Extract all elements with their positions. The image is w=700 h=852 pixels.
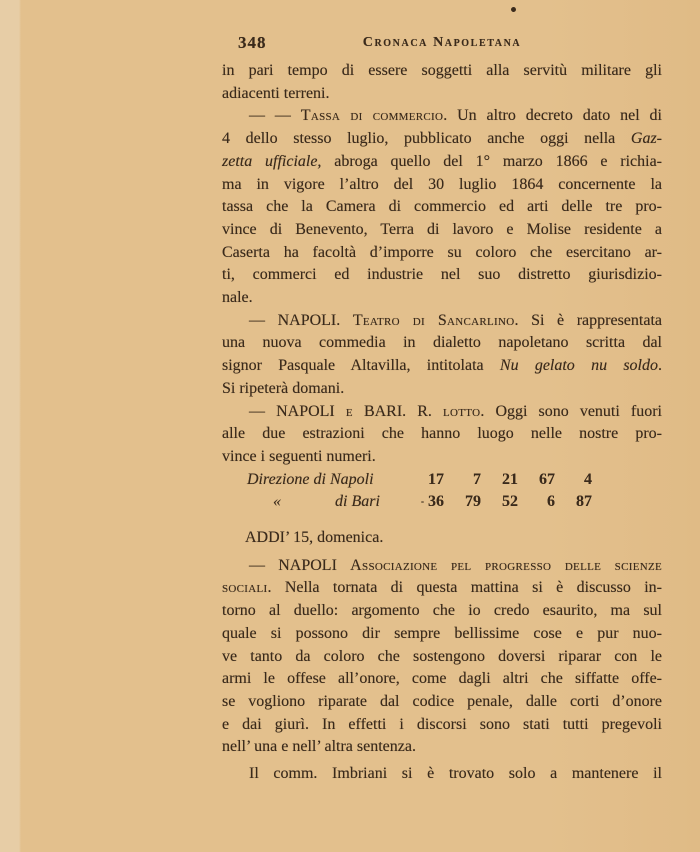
text-segment: — NAPOLI.: [249, 311, 353, 329]
paragraph-line: [222, 555, 662, 578]
lottery-label: Direzione di Napoli: [247, 470, 374, 488]
text-segment: Gaz-: [630, 130, 662, 148]
paragraph-line: torno al duello: argomento che io credo esaurito, ma sul: [222, 602, 662, 620]
paragraph-line: Caserta ha facoltà d’imporre su coloro che esercitano ar-: [222, 243, 662, 261]
lottery-number: 79: [465, 493, 481, 511]
paragraph-line: [222, 128, 662, 151]
paragraph-line: armi le offese all’onore, come dagli altri che siffatte offe-: [222, 670, 662, 688]
text-segment: e: [345, 402, 353, 420]
paragraph-line: vince i seguenti numeri.: [222, 447, 376, 465]
paragraph-line: ma in vigore l’altro del 30 luglio 1864 concernente la: [222, 175, 662, 193]
text-segment: Nu gelato nu soldo: [499, 357, 658, 375]
paragraph-line: ve tanto da coloro che sostengono doversi riparar con le: [222, 647, 662, 665]
paragraph-line: [222, 355, 662, 378]
running-title: Cronaca Napoletana: [362, 35, 522, 50]
body-text: [222, 60, 662, 786]
text-segment: Teatro di Sancarlino: [352, 311, 515, 329]
text-segment: — NAPOLI: [249, 402, 346, 420]
lottery-number: 52: [502, 493, 518, 511]
lottery-number: 17: [428, 470, 444, 488]
text-segment: . Oggi sono venuti fuori: [480, 402, 662, 420]
lottery-label: [247, 491, 407, 514]
lottery-number: 7: [473, 470, 481, 488]
paragraph-line: [222, 401, 662, 424]
text-segment: zetta ufficiale,: [222, 152, 322, 170]
paragraph-line: quale si possono dir sempre bellissime cose e pur nuo-: [222, 624, 662, 642]
ink-speck: [510, 6, 516, 12]
paragraph-line: [222, 577, 662, 600]
text-segment: — —: [249, 107, 301, 125]
paragraph-line: una nuova commedia in dialetto napoletano scritta dal: [222, 334, 662, 352]
paragraph-line: Si ripeterà domani.: [222, 379, 345, 397]
paragraph-line: [222, 151, 662, 174]
paragraph-line: [222, 310, 662, 333]
ditto-mark: «: [273, 493, 281, 511]
text-segment: sociali: [222, 579, 268, 597]
text-segment: Associazione pel progresso delle scienze: [350, 556, 663, 574]
lottery-number: 67: [539, 470, 555, 488]
text-segment: Tassa di commercio: [300, 107, 444, 125]
paragraph-line: e dai giurì. In effetti i discorsi sono stati tutti pregevoli: [222, 715, 662, 733]
paragraph-line: [222, 105, 662, 128]
text-segment: . Un altro decreto dato nel di: [443, 107, 662, 125]
lottery-number: 6: [547, 493, 555, 511]
lottery-number: 4: [584, 470, 592, 488]
text-segment: — NAPOLI: [249, 556, 351, 574]
lottery-number: 21: [502, 470, 518, 488]
paragraph-line: nale.: [222, 289, 253, 307]
paragraph-line: tassa che la Camera di commercio ed arti delle tre pro-: [222, 198, 662, 216]
page-number: 348: [238, 33, 267, 52]
text-segment: abroga quello del 1° marzo 1866 e richia-: [321, 152, 662, 170]
lottery-row-bari: [222, 491, 662, 514]
paragraph-line: Il comm. Imbriani si è trovato solo a mantenere il: [249, 765, 662, 783]
text-segment: lotto: [443, 402, 481, 420]
lottery-number: 87: [576, 493, 592, 511]
paragraph-line: adiacenti terreni.: [222, 84, 330, 102]
paragraph-line: alle due estrazioni che hanno luogo nelle nostre pro-: [222, 425, 662, 443]
text-segment: signor Pasquale Altavilla, intitolata: [222, 357, 500, 375]
lottery-number: 36: [428, 493, 444, 511]
text-segment: . Si è rappresentata: [514, 311, 662, 329]
paragraph-line: in pari tempo di essere soggetti alla servitù militare gli: [222, 62, 662, 79]
text-segment: .: [658, 357, 662, 375]
paragraph-line: ti, commerci ed industrie nel suo distretto giurisdizio-: [222, 266, 662, 284]
date-heading: ADDI’ 15, domenica.: [245, 529, 384, 547]
paragraph-line: se vogliono riparate dal codice penale, dalle corti d’onore: [222, 692, 662, 710]
lottery-row-napoli: [222, 469, 662, 492]
paragraph-line: nell’ una e nell’ altra sentenza.: [222, 738, 416, 756]
paragraph-line: vince di Benevento, Terra di lavoro e Molise residente a: [222, 220, 662, 238]
lottery-table: [222, 469, 662, 514]
text-segment: BARI. R.: [352, 402, 443, 420]
text-segment: . Nella tornata di questa mattina si è discusso in-: [267, 579, 662, 597]
text-segment: di Bari: [335, 493, 380, 511]
text-segment: 4 dello stesso luglio, pubblicato anche oggi nella: [222, 130, 631, 148]
